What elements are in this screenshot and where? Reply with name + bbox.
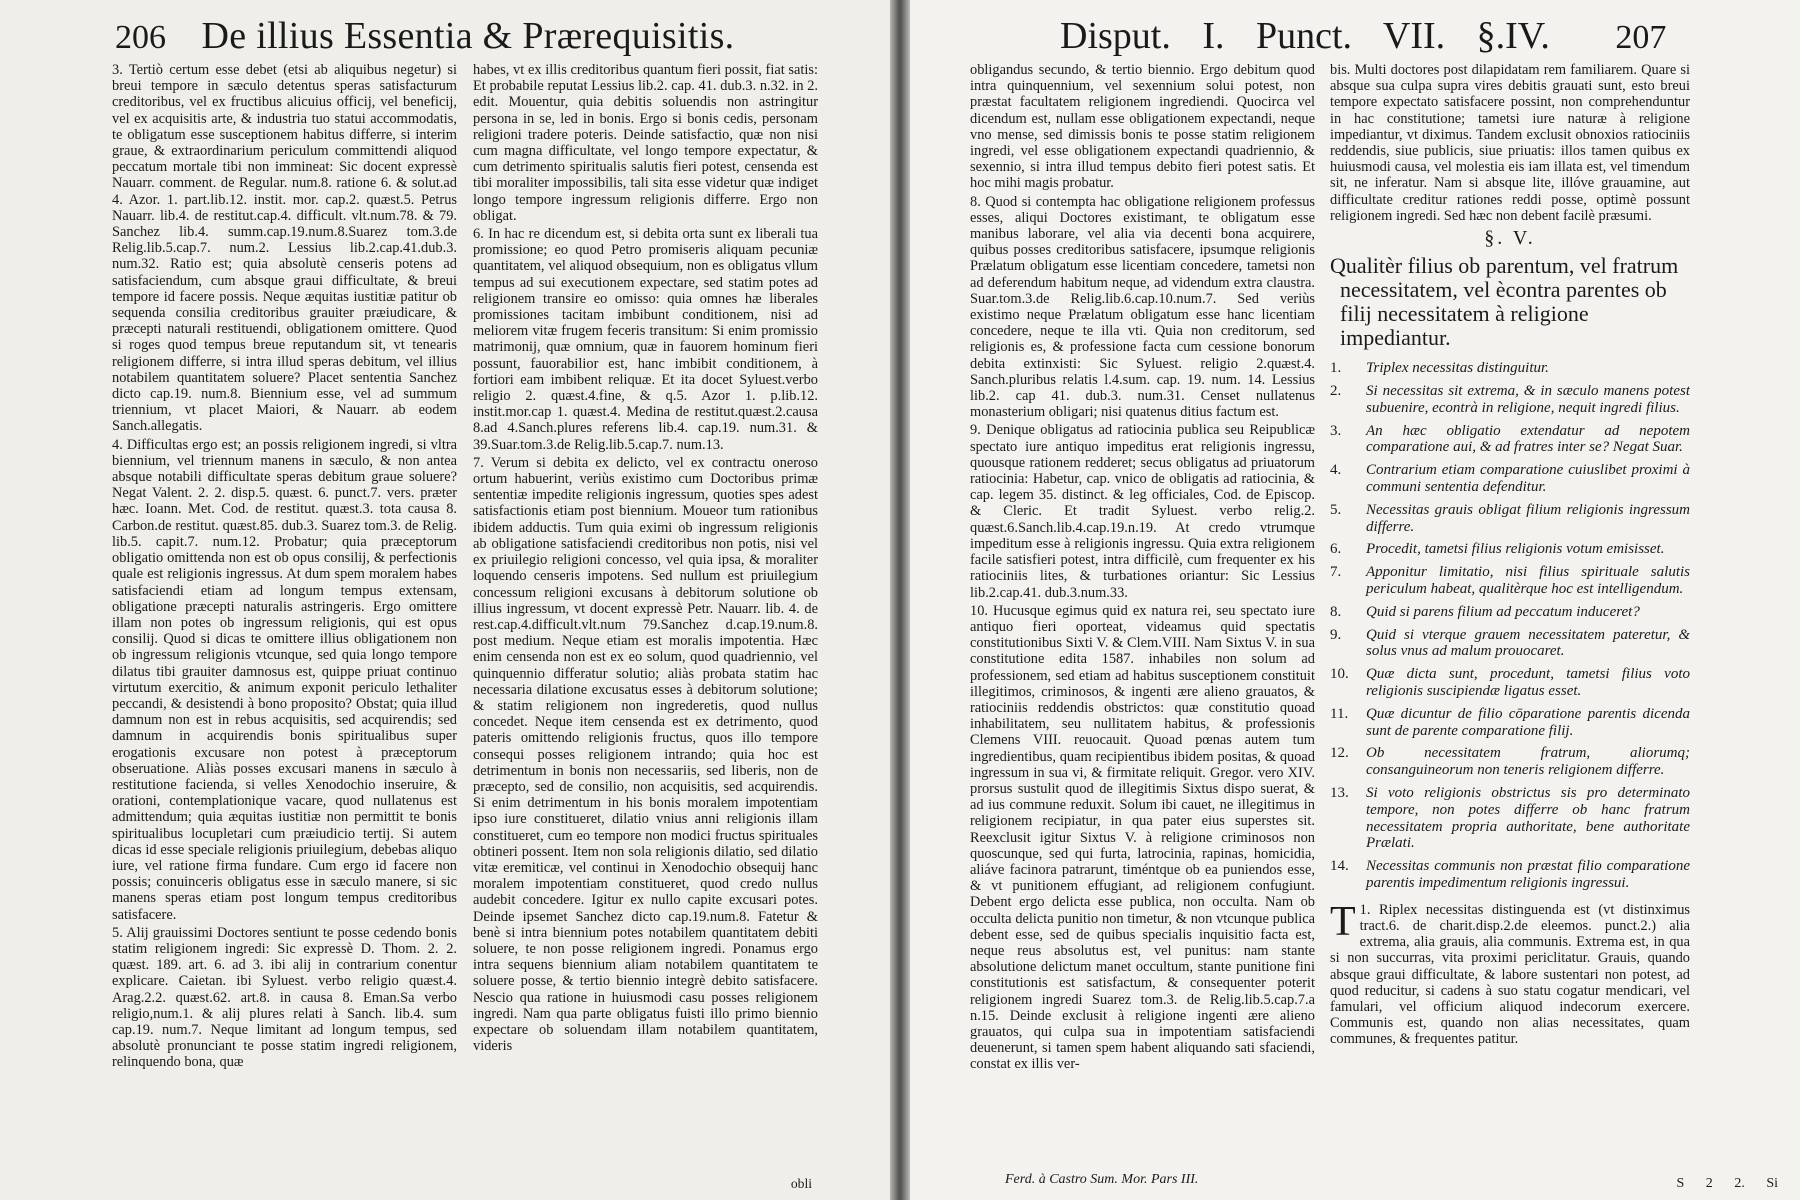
paragraph: 6. In hac re dicendum est, si debita orta sunt ex liberali tua promissione; eo quod Petro promiseris aliquam pecuniæ quantitatem, vel aliquod obsequium, non es obligatus vllum tempus ad sui executionem expectare, sed statim potes ad religionem transire eo omisso: quia omnes hæ liberales promissiones tacitam imbibunt conditionem, nisi ad meliorem vitæ frugem feceris transitum: Si enim promissio matrimonij, quæ omnium, quæ in fauorem hominum fieri possunt, fauorabilior est, hanc imbibit conditionem, à fortiori eam imbibent reliquæ. Et ita docet Syluest.verbo religio 2. quæst.4.fine, & q.5. Azor 1. p.lib.12. instit.mor.cap 1. quæst.4. Medina de restitut.quæst.2.causa 8.ad 4.Sanch.plures referens lib.4. cap.19. num.31. & 39.Suar.tom.3.de Relig.lib.5.cap.7. num.13.: [473, 226, 818, 453]
section-heading: §. V.: [1484, 227, 1536, 250]
paragraph: habes, vt ex illis creditoribus quantum fieri possit, fiat satis: Et probabile reputat Lessius lib.2. cap. 41. dub.3. n.32. in 2. edit. Mouentur, quia debitis soluendis non astringitur persona in se, led in bonis. Ergo si bonis cedis, personam religioni tradere poteris. Deinde satisfactio, quæ non nisi cum magna difficultate, vel longo tempore expectatur, & cum detrimento spiritualis salutis fieri potest, censenda est tibi moraliter impossibilis, tali sita esse videtur quæ indiget longo tempore ingressum religionis differre. Ergo non obligat.: [473, 62, 818, 224]
list-item: 14. Necessitas communis non præstat filio comparatione parentis impedimentum religionis ingressui.: [1330, 858, 1690, 891]
list-item: 4. Contrarium etiam comparatione cuiuslibet proximi à communi sententia defenditur.: [1330, 462, 1690, 496]
left-page-number: 206: [115, 19, 166, 56]
right-column-2: [1330, 62, 1690, 1192]
list-item: 11. Quæ dicuntur de filio cōparatione parentis dicenda sunt de parente comparatione filij.: [1330, 705, 1690, 739]
paragraph-with-dropcap: 1. T Riplex necessitas distinguenda est (vt distinximus tract.6. de charit.disp.2.de eleemos. punct.2.) alia extrema, alia grauis, alia communis. Extrema est, in qua si non succurras, vita proximi periclitatur. Grauis, quando absque graui difficultate, & labore sustentari non potest, ad quod reducitur, si cadens à suo statu cogatur mendicari, vel famulari, vel officium aliquod indecorum exercere. Communis est, quando non alias necessitates, quam communes, & frequentes patitur.: [1330, 898, 1690, 1048]
list-item: 8. Quid si parens filium ad peccatum induceret?: [1330, 603, 1640, 620]
list-item: 10. Quæ dicta sunt, procedunt, tametsi filius voto religionis suscipiendæ ligatus esset.: [1330, 666, 1690, 699]
left-column-2: [473, 62, 818, 1182]
list-item: 1. Triplex necessitas distinguitur.: [1330, 360, 1549, 377]
list-item: 5. Necessitas grauis obligat filium religionis ingressum differre.: [1330, 501, 1690, 535]
left-column-1: [112, 62, 457, 1182]
footer-author: Ferd. à Castro Sum. Mor. Pars III.: [1005, 1172, 1199, 1187]
right-running-head: [1060, 14, 1666, 58]
right-page: [910, 0, 1800, 1200]
left-page: [0, 0, 890, 1200]
paragraph: bis. Multi doctores post dilapidatam rem familiarem. Quare si absque sua culpa supra vires debitis grauati sunt, esto breui tempore expectato satisfacere possint, non comprehenduntur in hac constitutione; tametsi iure naturæ à religione impediantur, vt diximus. Tandem exclusit obnoxios ratiociniis reddendis, siue publicis, siue priuatis: illos tamen quibus ex huiusmodi causa, vel molestia eis iam illata est, vel timendum sit, ne inferatur. Nam si absque lite, illóve grauamine, aut difficultate creditur rationes reddi posse, optimè possunt religionem ingredi. Sed hæc non debent facilè præsumi.: [1330, 62, 1690, 224]
paragraph: 7. Verum si debita ex delicto, vel ex contractu oneroso ortum habuerint, veriùs existimo cum Doctoribus primæ sententiæ impedite religionis ingressum, quoties spes adest satisfactionis etiam post biennium. Moueor tum rationibus ibidem adductis. Tum quia eximi ob ingressum religionis ab obligatione satisfaciendi creditoribus non potis, nisi vel ex priuilegio religioni concesso, vel quia ipsa, & moraliter loquendo censeris impotens. Sed nullum est priuilegium concessum religioni excusans à debitorum solutione ob illius ingressum, vt docent expressè Petr. Nauarr. lib. 4. de rest.cap.4.difficult.vlt.num 79.Sanchez d.cap.19.num.8. post medium. Neque etiam est moralis impotentia. Hæc enim censenda non est ex eo solum, quod quadriennio, vel quinquennio differatur solutio; aliàs probata statim hac necessaria dilatione excusatus esses à debitorum solutione; & statim religionem non ingrederetis, quod nullus concedet. Neque item censenda est ex detrimento, quod pateris omittendo religionis fructus, quos illo tempore consequi posses religionem intrando; quia hoc est detrimentum in bonis non necessariis, sed liberis, non de præcepto, sed de consilio, non acquisitis, sed acquirendis. Si enim detrimentum in his bonis moralem impotentiam ipso iure constitueret, dilatio vnius anni religionis illam constitueret, cum eo tempore non modici fructus spirituales obtineri possent. Item non sola religionis dilatio, sed dilatio vitæ eremiticæ, vel continui in Xenodochio obsequij hanc moralem impotentiam constitueret, quod credo nullus audebit concedere. Igitur ex nullo capite excusari potes. Deinde ipsemet Sanchez dicto cap.19.num.8. Fatetur & benè si intra biennium potes notabilem quantitatem debiti soluere, te non posse religionem ingredi. Ponamus ergo intra sequens biennium aliam notabilem quantitatem te soluere posse, & tertio biennio integrè debito satisfacere. Nescio qua ratione in huiusmodi casu posses religionem ingredi. Nam qua parte obligatus fuisti illo primo biennio expectare ob soluendam illam notabilem quantitatem, videris: [473, 454, 818, 1055]
list-item: 9. Quid si vterque grauem necessitatem pateretur, & solus vnus ad malum prouocaret.: [1330, 626, 1690, 660]
paragraph: obligandus secundo, & tertio biennio. Ergo debitum quod intra quinquennium, vel sexennium solui potest, non præstat facultatem religionem ingrediendi. Quocirca vel dicendum est, nullam esse obligationem expectandi, neque vno mense, sed dimissis bonis te posse statim religionem ingredi, vel esse obligationem expectandi quadriennio, & sexennio, si intra illud tempus debito fieri potest satis. Et hoc mihi magis probatur.: [970, 62, 1315, 192]
paragraph: 9. Denique obligatus ad ratiocinia publica seu Reipublicæ spectato iure antiquo impeditus erat religionis ingressu, quousque rationem redderet; secus obligatus ad priuatorum ratiocinia: Habetur, cap. vnico de obligatis ad ratiocinia, & cap. legem 35. distinct. & leg officiales, Cod. de Episcop. & Cleric. Et tradit Syluest. verbo relig.2. quæst.6.Sanch.lib.4.cap.19.n.19. At credo vtrumque impeditum esse à religionis ingressu. Quia extra religionem facile satisfieri potest, intra difficilè, cum frequenter ex his ratiociniis lites, & turbationes oriantur: Sic Lessius lib.2.cap.41. dub.3.num.33.: [970, 422, 1315, 601]
section-title: Qualitèr filius ob parentum, vel fratrum necessitatem, vel ècontra parentes ob filij necessitatem à religione impediantur.: [1330, 253, 1679, 351]
list-item: 7. Apponitur limitatio, nisi filius spirituale salutis periculum habeat, qualitèrque hoc est intelligendum.: [1330, 564, 1690, 597]
drop-capital: T: [1330, 898, 1356, 945]
list-item: 2. Si necessitas sit extrema, & in sæculo manens potest subuenire, econtrà in religione, nequit ingredi filius.: [1330, 383, 1690, 416]
list-item: 13. Si voto religionis obstrictus sis pro determinato tempore, non potes differre ob hanc fratrum necessitatem propria authoritate, bene authoritate Prælati.: [1330, 784, 1690, 852]
list-item: 12. Ob necessitatem fratrum, aliorumq; consanguineorum non teneris religionem differre.: [1330, 745, 1690, 779]
right-running-title: Disput. I. Punct. VII. §.IV.: [1060, 15, 1550, 57]
paragraph: 4. Difficultas ergo est; an possis religionem ingredi, si vltra biennium, vel triennum manens in sæculo, & non antea absque notabili difficultate speras debitum graue soluere? Negat Valent. 2. 2. disp.5. quæst. 6. punct.7. vers. præter hæc. Ioann. Met. Cod. de restitut. quæst.3. tota causa 8. Carbon.de restitut. quæst.85. dub.3. Suarez tom.3. de Relig. lib.5. capit.7. num.12. Probatur; quia præceptorum obligatio omittenda non est ob opus consilij, & perfectionis quale est religionis ingressus. At dum spem moralem habes satisfaciendi etiam ad longum tempus extensam, obligatione præcepti naturalis astringeris. Ergo omittere illam non potes ob ingressum religionis, qui est opus consilij. Quod si dicas te omittere illius obligationem non ob ingressum religionis vtcunque, sed quia longo tempore dilatus tibi grauiter damnosus est, quippe priuat continuo virtutum exercitio, & animum exponit periculo lethaliter peccandi, & desistendi à bono proposito? Obstat; quia illud damnum non est in rebus acquisitis, sed acquirendis; sed damnum in acquirendis bonis spiritualibus super erogationis excusare non potest à præceptorum obseruatione. Aliàs posses excusari manens in sæculo à restitutione facienda, si velles Xenodochio inseruire, & orationi, contemplationique vacare, quod nullatenus est admittendum; quia æquitas iustitiæ non permittit te bonis spiritualibus locupletari cum præiudicio tertij. Si autem dicas id esse speciale religionis priuilegium, debebas aliquo iure, vel ratione firma fundare. Cum ergo id facere non possis; conuinceris obligatus esse in sæculo manere, si sic manens speras etiam post longum tempus creditoribus satisfacere.: [112, 436, 457, 923]
left-running-title: De illius Essentia & Prærequisitis.: [201, 15, 735, 57]
paragraph-number: 1.: [1359, 901, 1371, 918]
paragraph: 8. Quod si contempta hac obligatione religionem professus esses, aliqui Doctores existimant, te obligatum esse manibus laborare, vel alia via decenti bona acquirere, quibus posses creditoribus satisfacere, ipsumque religionis Prælatum obligatum esse licentiam concedere, tametsi non ad deferendum habitum neque, ad videndum extra claustra. Suar.tom.3.de Relig.lib.6.cap.10.num.7. Sed veriùs existimo neque Prælatum obligatum esse hanc licentiam concedere, neque te illa vti. Quia non creditorum, sed religionis es, & professione facta cum cessione bonorum debita extinxisti: Sic Syluest. religio 2.quæst.4. Sanch.pluribus relatis l.4.sum. cap. 19. num. 14. Lessius lib.2. cap 41. dub.3. num.31. Censet nullatenus monasterium obligari; nisi quatenus ditius factum est.: [970, 193, 1315, 421]
right-column-1: [970, 62, 1315, 1132]
list-item: 3. An hæc obligatio extendatur ad nepotem comparatione aui, & ad fratres inter se? Negat Suar.: [1330, 422, 1690, 456]
left-running-head: [115, 14, 734, 58]
list-item: 6. Procedit, tametsi filius religionis votum emisisset.: [1330, 541, 1665, 558]
right-catchword: 2. Si: [1734, 1176, 1778, 1191]
right-page-number: 207: [1615, 19, 1667, 56]
paragraph: 10. Hucusque egimus quid ex natura rei, seu spectato iure antiquo fieri oporteat, videamus quid spectatis constitutionibus Sixti V. & Clem.VIII. Nam Sixtus V. in sua constitutione edita 1587. inhabiles non solum ad professionem, sed etiam ad habitus susceptionem constituit illegitimos, criminosos, & ingenti ære alieno grauatos, & ratiociniis reddendis obstrictos: quæ constitutio quoad inhabilitatem, seu nullitatem habitus, & professionis Clemens VIII. reuocauit. Quoad pœnas autem tum ingredientibus, quam recipientibus ibidem positas, & quoad ingressum in sua vi, & firmitate reliquit. Gregor. vero XIV. prorsus sustulit quod de illegitimis Sixtus dispo suerat, & ad ius commune reduxit. Solum ibi cauet, ne illegitimus in religionem recipiatur, in qua pater eius superstes sit. Reexclusit igitur Sixtus V. à religione criminosos non quoscunque, sed qui furta, latrocinia, rapinas, homicidia, aliáve facinora patrarunt, timéntque ob ea puniendos esse, & vt punitionem effugiant, ad religionem confugiunt. Debent ergo delicta esse publica, non occulta. Nam ob occulta delicta punitio non timetur, & non vtcunque publica debent esse, sed de quibus specialis inquisitio facta est, neque reus absolutus est, vel punitus: nam stante absolutione delictum manet occultum, stante punitione fini constitutionis est satisfactum, & consequenter poterit religionem ingredi Suarez tom.3. de Relig.lib.5.cap.7.a n.15. Deinde exclusit à religione ingenti ære alieno grauatos, qui culpa sua in impotentiam satisfaciendi deuenerunt, si tamen spem habent aliquando sati sfaciendi, constat ex illis ver-: [970, 602, 1315, 1073]
book-gutter: [890, 0, 910, 1200]
left-catchword: obli: [790, 1176, 812, 1191]
signature-and-catchword: [1677, 1176, 1778, 1192]
paragraph: 5. Alij grauissimi Doctores sentiunt te posse cedendo bonis statim religionem ingredi: Sic expressè D. Thom. 2. 2. quæst. 189. art. 6. ad 3. ibi alij in contrarium conentur explicare. Caietan. ibi Syluest. verbo religio quæst.4. Arag.2.2. quæst.62. art.8. in causa 8. Eman.Sa verbo religio,num.1. & alij plures relati à Sanch. lib.4. sum cap.19. num.7. Neque limitant ad longum tempus, sed absolutè pronunciant te posse statim ingredi religionem, relinquendo bona, quæ: [112, 924, 457, 1071]
summary-list: [1330, 360, 1690, 892]
paragraph: 3. Tertiò certum esse debet (etsi ab aliquibus negetur) si breui tempore in sæculo detentus speras satisfacturum creditoribus, vel ex fructibus alicuius officij, vel beneficij, vel ex acquisitis arte, & industria tuo statui accommodatis, te obligatum esse susceptionem habitus differre, si interim graue, & extraordinarium periculum committendi aliquod peccatum mortale tibi non immineat: Sic docent expressè Nauarr. comment. de Regular. num.8. ratione 6. & solut.ad 4. Azor. 1. part.lib.12. instit. mor. cap.2. quæst.5. Petrus Nauarr. lib.4. de restitut.cap.4. difficult. vlt.num.78. & 79. Sanchez lib.4. summ.cap.19.num.8.Suarez tom.3.de Relig.lib.5.cap.7. num.2. Lessius lib.2.cap.41.dub.3. num.32. Ratio est; quia absolutè censeris potens ad satisfaciendum, cum absque graui difficultate, & breui tempore id facere possis. Neque æquitas iustitiæ patitur ob sequenda consilia creditoribus grauiter præiudicare, & præcepti naturali restituendi, obligationem omittere. Quod si roges quod tempus breue reputandum sit, vt tenearis religionem differre, si intra illud speras debitum, vel illius notabilem quantitatem soluere? Placet sententia Sanchez dicto cap.19. num.8. Biennium esse, vel ad summum triennium, vt placet Maiori, & Nauarr. ab eodem Sanch.allegatis.: [112, 62, 457, 435]
signature-mark: S 2: [1676, 1176, 1713, 1191]
